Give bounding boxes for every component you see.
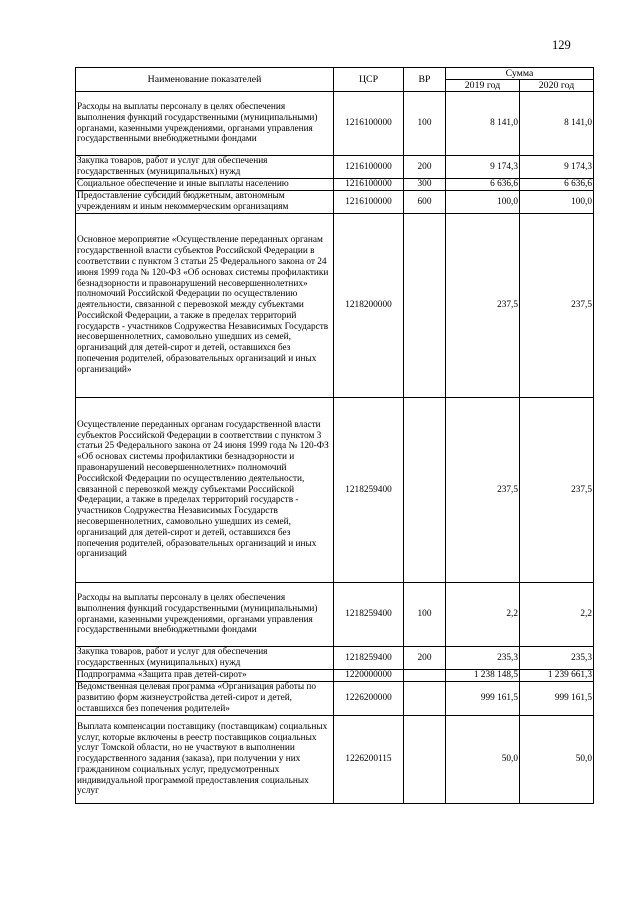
page-number: 129	[552, 38, 571, 52]
row-vr	[404, 398, 446, 583]
row-sum-2019: 6 636,6	[446, 179, 520, 191]
row-name: Предоставление субсидий бюджетным, автономным учреждениям и иным некоммерческим организациям	[76, 191, 334, 214]
row-vr: 100	[404, 583, 446, 647]
row-csr: 1218200000	[334, 214, 404, 398]
row-sum-2020: 100,0	[520, 191, 594, 214]
table-row	[76, 670, 594, 682]
row-vr	[404, 716, 446, 804]
row-csr: 1220000000	[334, 670, 404, 682]
table-row	[76, 92, 594, 156]
row-vr: 100	[404, 92, 446, 156]
row-name: Закупка товаров, работ и услуг для обеспечения государственных (муниципальных) нужд	[76, 156, 334, 179]
row-name: Ведомственная целевая программа «Организация работы по развитию форм жизнеустройства детей-сирот и детей, оставшихся без попечения родителей»	[76, 682, 334, 716]
table-row	[76, 647, 594, 670]
row-name: Расходы на выплаты персоналу в целях обеспечения выполнения функций государственными (муниципальными) органами, казенными учреждениями, органами управления государственными внебюджетными фондами	[76, 583, 334, 647]
row-sum-2019: 9 174,3	[446, 156, 520, 179]
row-sum-2019: 237,5	[446, 398, 520, 583]
row-name: Закупка товаров, работ и услуг для обеспечения государственных (муниципальных) нужд	[76, 647, 334, 670]
row-csr: 1218259400	[334, 583, 404, 647]
row-sum-2020: 2,2	[520, 583, 594, 647]
row-sum-2020: 237,5	[520, 214, 594, 398]
header-name: Наименование показателей	[76, 68, 334, 92]
row-csr: 1218259400	[334, 647, 404, 670]
row-csr: 1226200115	[334, 716, 404, 804]
table-row	[76, 156, 594, 179]
row-csr: 1216100000	[334, 156, 404, 179]
row-csr: 1226200000	[334, 682, 404, 716]
row-name: Выплата компенсации поставщику (поставщикам) социальных услуг, которые включены в реестр поставщиков социальных услуг Томской области, но не участвуют в выполнении государственного задания (заказа), при получении у них гражданином социальных услуг, предусмотренных индивидуальной программой предоставления социальных услуг	[76, 716, 334, 804]
row-csr: 1216100000	[334, 92, 404, 156]
table-row	[76, 682, 594, 716]
row-sum-2020: 237,5	[520, 398, 594, 583]
header-year-2019: 2019 год	[446, 80, 520, 92]
table-row	[76, 191, 594, 214]
table-row	[76, 179, 594, 191]
row-vr	[404, 214, 446, 398]
row-vr	[404, 670, 446, 682]
row-name: Осуществление переданных органам государственной власти субъектов Российской Федерации в соответствии с пунктом 3 статьи 25 Федерального закона от 24 июня 1999 года № 120-ФЗ «Об основах системы профилактики безнадзорности и правонарушений несовершеннолетних» полномочий Российской Федерации по осуществлению деятельности, связанной с перевозкой между субъектами Российской Федерации, а также в пределах территорий государств - участников Содружества Независимых Государств несовершеннолетних, самовольно ушедших из семей, организаций для детей-сирот и детей, оставшихся без попечения родителей, образовательных организаций и иных организаций	[76, 398, 334, 583]
row-sum-2020: 50,0	[520, 716, 594, 804]
row-sum-2020: 6 636,6	[520, 179, 594, 191]
row-vr	[404, 682, 446, 716]
row-sum-2019: 999 161,5	[446, 682, 520, 716]
table-row	[76, 214, 594, 398]
row-sum-2020: 1 239 661,3	[520, 670, 594, 682]
table-row	[76, 398, 594, 583]
row-sum-2019: 50,0	[446, 716, 520, 804]
row-name: Социальное обеспечение и иные выплаты населению	[76, 179, 334, 191]
header-csr: ЦСР	[334, 68, 404, 92]
row-sum-2019: 2,2	[446, 583, 520, 647]
row-name: Расходы на выплаты персоналу в целях обеспечения выполнения функций государственными (муниципальными) органами, казенными учреждениями, органами управления государственными внебюджетными фондами	[76, 92, 334, 156]
row-csr: 1216100000	[334, 191, 404, 214]
row-sum-2020: 9 174,3	[520, 156, 594, 179]
row-sum-2019: 100,0	[446, 191, 520, 214]
row-vr: 200	[404, 156, 446, 179]
row-sum-2019: 1 238 148,5	[446, 670, 520, 682]
row-csr: 1218259400	[334, 398, 404, 583]
table-row	[76, 716, 594, 804]
row-csr: 1216100000	[334, 179, 404, 191]
row-vr: 300	[404, 179, 446, 191]
budget-table	[75, 67, 594, 804]
row-vr: 600	[404, 191, 446, 214]
row-sum-2019: 237,5	[446, 214, 520, 398]
row-sum-2020: 235,3	[520, 647, 594, 670]
row-sum-2020: 999 161,5	[520, 682, 594, 716]
row-sum-2019: 8 141,0	[446, 92, 520, 156]
row-vr: 200	[404, 647, 446, 670]
row-sum-2020: 8 141,0	[520, 92, 594, 156]
table-header-row	[76, 68, 594, 80]
table-row	[76, 583, 594, 647]
header-year-2020: 2020 год	[520, 80, 594, 92]
header-vr: ВР	[404, 68, 446, 92]
header-sum: Сумма	[446, 68, 594, 80]
row-sum-2019: 235,3	[446, 647, 520, 670]
row-name: Подпрограмма «Защита прав детей-сирот»	[76, 670, 334, 682]
row-name: Основное мероприятие «Осуществление переданных органам государственной власти субъектов Российской Федерации в соответствии с пунктом 3 статьи 25 Федерального закона от 24 июня 1999 года № 120-ФЗ «Об основах системы профилактики безнадзорности и правонарушений несовершеннолетних» полномочий Российской Федерации по осуществлению деятельности, связанной с перевозкой между субъектами Российской Федерации, а также в пределах территорий государств - участников Содружества Независимых Государств несовершеннолетних, самовольно ушедших из семей, организаций для детей-сирот и детей, оставшихся без попечения родителей, образовательных организаций и иных организаций»	[76, 214, 334, 398]
